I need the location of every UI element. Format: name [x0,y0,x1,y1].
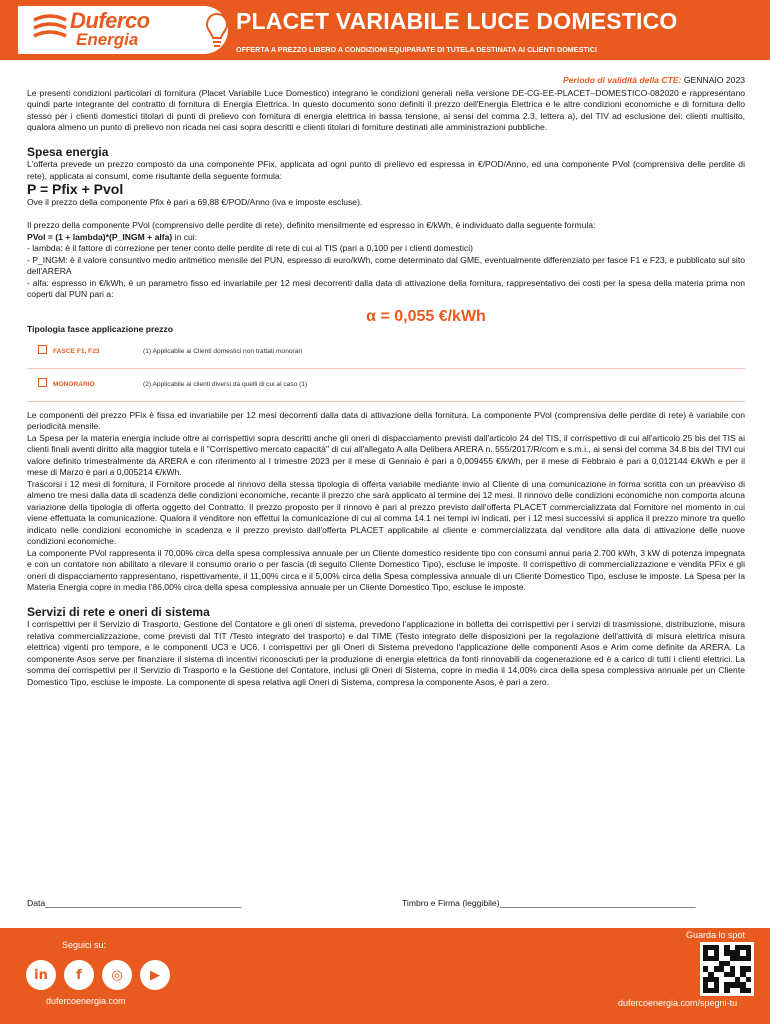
stamp-signature-field[interactable]: Timbro e Firma (leggibile)_________________________________________ [402,898,696,908]
document-body [27,75,745,688]
facebook-icon[interactable]: f [64,960,94,990]
header-banner [0,0,770,60]
tipologia-title: Tipologia fasce applicazione prezzo [27,324,173,334]
validity-value: GENNAIO 2023 [683,75,745,85]
follow-us-label: Seguici su: [62,940,107,950]
spesa-paragraph-pfix: Ove il prezzo della componente Pfix è pari a 69,88 €/POD/Anno (iva e imposte escluse). [27,196,363,207]
spesa-paragraph-5: La Spesa per la materia energia include oltre ai corrispettivi sopra descritti anche gli oneri di dispacciamento previsti dall'articolo 24 del TIS, il corrispettivo di cui all'articolo 25 bis del TIS ai clienti finali aventi diritto alla maggior tutela e il "Corrispettivo mercato capacità" di cui all'allegato A alla Delibera ARERA n. 555/2017/R/com e s.m.i., ai sensi del comma 34.8 bis del TIVI cui valore definito trimestralmente da ARERA e con riferimento al I trimestre 2023 per il mese di Gennaio è pari a 0,009455 €/kWh, per il mese di Febbraio è pari a 0,012144 €/kWh e per il mese di Marzo è pari a 0,005214 €/kWh. [27,432,745,477]
fascia-checkbox[interactable] [38,378,47,387]
divider [27,401,745,402]
watch-spot-label: Guarda lo spot [686,930,746,940]
date-field[interactable]: Data_________________________________________ [27,898,242,908]
fascia-option-monorario[interactable] [27,377,745,397]
pvol-formula-suffix: in cui: [172,231,198,242]
page-subtitle: OFFERTA A PREZZO LIBERO A CONDIZIONI EQUIPARATE DI TUTELA DESTINATA AI CLIENTI DOMESTICI [236,45,597,54]
fascia-name: FASCE F1, F23 [53,347,100,355]
pvol-formula-line [27,232,745,244]
fascia-name: MONORARIO [53,380,95,388]
intro-paragraph: Le presenti condizioni particolari di fornitura (Placet Variabile Luce Domestico) integrano le condizioni generali nella versione DE-CG-EE-PLACET–DOMESTICO-082020 e rappresentano quindi parte integrante del contratto di fornitura di Energia Elettrica. In questo documento sono definiti il prezzo dell'Energia Elettrica e le altre condizioni economiche e di fornitura dello stesso per i clienti domestici titolari di punti di prelievo con fornitura di energia elettrica in bassa tensione, ai sensi del comma 2.3, lettera a), del TIV ad esclusione dei: clienti multisito, qualora almeno un punto di prelievo non ricada nei casi sopra descritti e clienti titolari di forniture destinati alle amministrazioni pubbliche. [27,87,745,132]
spesa-paragraph-1: L'offerta prevede un prezzo composto da una componente PFix, applicata ad ogni punto di prelievo ed espressa in €/POD/Anno, ed una componente PVol (comprensiva delle perdite di rete), applicata ai consumi, come risultante della seguente formula: [27,159,745,181]
linkedin-icon[interactable]: in [26,960,56,990]
validity-period [27,75,745,87]
fascia-note: (2) Applicabile ai clienti diversi da quelli di cui al caso (1) [143,380,308,388]
section-title-spesa-energia: Spesa energia [27,144,109,159]
divider [27,368,745,369]
footer-banner [0,928,770,1024]
youtube-icon[interactable]: ▶ [140,960,170,990]
spesa-paragraph-4: Le componenti del prezzo PFix è fissa ed invariabile per 12 mesi decorrenti dalla data di attivazione della fornitura. La componente PVol (comprensiva delle perdite di rete) è variabile con periodicità mensile. [27,409,745,431]
page-title: PLACET VARIABILE LUCE DOMESTICO [236,8,678,34]
social-links [26,960,170,990]
website-link[interactable]: dufercoenergia.com [46,996,126,1006]
servizi-paragraph: I corrispettivi per il Servizio di Trasporto, Gestione del Contatore e gli oneri di sistema, prevedono l'applicazione in bolletta dei corrispettivi per i servizi di trasmissione, distribuzione, misura relativa commercializzazione, come previsti dal TIT /Testo integrato del trasporto) e dal TIME (Testo integrato delle disposizioni per la regolazione dell'attività di misura elettrica misura elettrica) vigenti pro tempore, e le componenti UC3 e UC6. I corrispettivi per gli Oneri di Sistema prevedono l'applicazione delle componenti Asos e Arim come definite da ARERA. La componente Asos serve per finanziare il sistema di incentivi riconosciuti per la produzione di energia elettrica da fonti rinnovabili da cogenerazione ed è a carico di tutti i clienti elettrici. La somma dei corrispettivi per il Servizio di Trasporto e la Gestione del Contatore, inclusi gli Oneri di Sistema, copre in media il 14,00% circa della spesa complessiva annuale per un Cliente Domestico Tipo, escluse le imposte. La componente di spesa relativa agli Oneri di Sistema, compresa la componente Asos, è pari a zero. [27,619,745,687]
spesa-paragraph-7: La componente PVol rappresenta il 70,00% circa della spesa complessiva annuale per un Cliente domestico residente tipo con consumi annui paria 2.700 kWh, 3 kW di potenza impegnata e con un contatore non abilitato a rilevare il consumo orario o per fascia (di seguito Cliente Domestico Tipo), escluse le imposte. Il corrispettivo di commercializzazione e vendita PFix e gli oneri di dispacciamento rappresentano, rispettivamente, il 11,00% circa e il 5,00% circa della Spesa complessiva annuale di un Cliente Domestico Tipo, escluse le imposte. La Spesa per la Materia Energia copre in media l'86,00% circa della spesa complessiva annuale per un Cliente Domestico Tipo, escluse le imposte. [27,547,745,592]
fascia-note: (1) Applicabile ai Clienti domestici non trattati monorari [143,347,303,355]
pvol-formula: PVol = (1 + lambda)*(P_INGM + alfa) [27,231,173,242]
price-formula: P = Pfix + Pvol [27,181,124,197]
list-item-lambda: - lambda: è il fattore di correzione per tener conto delle perdite di rete di cui al TIS (pari a 0,100 per i clienti domestici) [27,243,473,253]
alpha-value: α = 0,055 €/kWh [366,307,486,325]
instagram-icon[interactable]: ◎ [102,960,132,990]
fascia-checkbox[interactable] [38,345,47,354]
logo-text-duferco: Duferco [70,8,150,33]
qr-code-icon[interactable] [700,942,754,996]
list-item-alfa: - alfa: espresso in €/kWh, è un parametro fisso ed invariabile per 12 mesi decorrenti dalla data di attivazione della fornitura, rappresentativo dei costi per la spesa della materia prima non coperti dal PUN pari a: [27,277,745,299]
lightbulb-icon [206,12,228,48]
duferco-mark-icon [32,14,68,46]
list-item-ping: - P_INGM: è il valore consuntivo medio aritmetico mensile del PUN, espresso di euro/kWh, come determinato dal GME, eventualmente differenziato per fasce F1 e F23, e pubblicato sul sito dell'ARERA [27,254,745,276]
duferco-logo [18,6,228,54]
fascia-option-f1-f23[interactable] [27,344,745,364]
spot-website-link[interactable]: dufercoenergia.com/spegni-tu [618,998,738,1008]
spesa-paragraph-pvol: Il prezzo della componente PVol (comprensivo delle perdite di rete), definito mensilmente ed espresso in €/kWh, è individuato dalla seguente formula: [27,220,596,230]
logo-text-energia: Energia [76,30,139,49]
section-title-servizi: Servizi di rete e oneri di sistema [27,604,210,619]
validity-label: Periodo di validità della CTE: [563,75,682,85]
spesa-paragraph-6: Trascorsi i 12 mesi di fornitura, il Fornitore procede al rinnovo della stessa tipologia di offerta variabile mediante invio al Cliente di una comunicazione in forma scritta con un preavviso di almeno tre mesi dalla data di scadenza delle condizioni economiche, recante il prezzo che sarà applicato al termine dei 12 mesi. Il rinnovo delle condizioni economiche non comporta alcuna variazione della tipologia di offerta oggetto del Contratto. Il prezzo proposto per il rinnovo è pari al prezzo previsto dall'offerta PLACET commercializzata dal Fornitore nel momento in cui viene effettuata la comunicazione. Qualora il venditore non effettui la comunicazione di cui al comma 14.1 nei tempi ivi indicati, per i 12 mesi successivi si applica il prezzo minore tra quello indicato nelle condizioni economiche in scadenza e il prezzo previsto dall'offerta PLACET applicabile al cliente e commercializzata dal venditore alla data di attivazione delle nuove condizioni economiche. [27,478,745,546]
